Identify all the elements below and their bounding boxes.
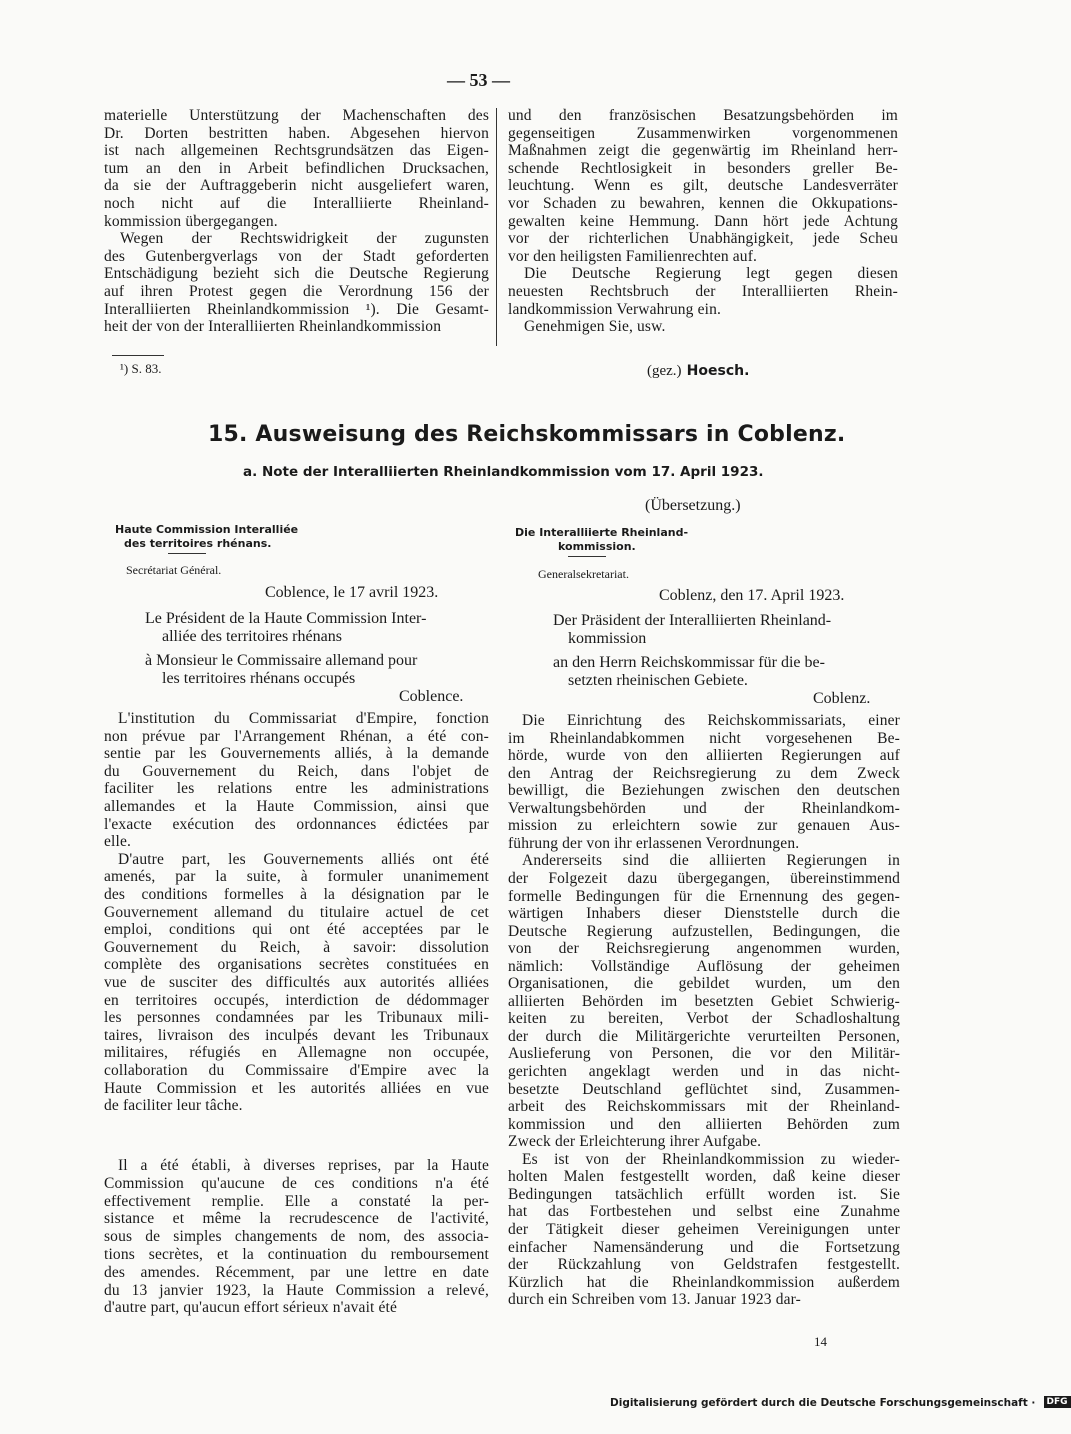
text-line: gegenseitigen Zusammenwirken vorgenommenen <box>508 124 898 142</box>
text-line: auf ihren Protest gegen die Verordnung 156 der <box>104 283 489 300</box>
de-secretariat: Generalsekretariat. <box>538 567 629 581</box>
text-line: en territoires occupés, interdiction de dédommager <box>104 991 489 1009</box>
fr-to-line1: à Monsieur le Commissaire allemand pour <box>145 652 418 669</box>
de-from-line2: kommission <box>568 630 647 647</box>
fr-dateline: Coblence, le 17 avril 1923. <box>265 584 439 601</box>
de-dateline: Coblenz, den 17. April 1923. <box>659 587 845 604</box>
translation-note: (Übersetzung.) <box>645 497 741 514</box>
text-line: der Rückzahlung von Geldstrafen festgestellt. <box>508 1256 900 1274</box>
text-line: kommission übergegangen. <box>104 212 278 230</box>
sheet-number: 14 <box>814 1334 827 1349</box>
text-line: L'institution du Commissariat d'Empire, fonction <box>118 710 489 727</box>
text-line: materielle Unterstützung der Machenschaften des <box>104 107 489 124</box>
text-line: arbeit des Reichskommissars mit der Rheinland- <box>508 1098 900 1116</box>
text-line: sentie par les Gouvernements alliés, à la demande <box>104 745 489 763</box>
section-subtitle: a. Note der Interalliierten Rheinlandkommission vom 17. April 1923. <box>243 464 764 480</box>
text-line: hat das Fortbestehen und selbst eine Zunahme <box>508 1203 900 1221</box>
de-to-line2: setzten rheinischen Gebiete. <box>568 672 748 689</box>
text-line: wärtigen Inhabers dieser Dienststelle durch die <box>508 905 900 923</box>
text-line: du 13 janvier 1923, la Haute Commission a relevé, <box>104 1281 489 1299</box>
text-line: schende Rechtlosigkeit in besonders greller Be- <box>508 159 898 177</box>
text-line: taires, livraison des inculpés devant les Tribunaux <box>104 1026 489 1044</box>
text-line: holten Malen festgestellt worden, daß keine dieser <box>508 1168 900 1186</box>
de-org-rule <box>568 556 606 557</box>
fr-secretariat: Secrétariat Général. <box>126 563 222 577</box>
footer <box>610 1391 1071 1410</box>
text-line: vor Schaden zu bewahren, kennen die Okkupations- <box>508 195 898 212</box>
text-line: vor den heiligsten Familienrechten auf. <box>508 247 758 265</box>
text-line: Organisationen, die gebildet wurden, um den <box>508 975 900 993</box>
text-line: emploi, conditions qui ont été acceptées par le <box>104 921 489 939</box>
text-line: Interalliierten Rheinlandkommission ¹). Die Gesamt- <box>104 300 489 318</box>
fr-org-line2: des territoires rhénans. <box>124 537 272 550</box>
de-org-line2: kommission. <box>558 540 636 553</box>
text-line: Maßnahmen zeigt die gegenwärtig im Rheinland herr- <box>508 142 898 160</box>
text-line: Auslieferung von Personen, die vor den Militär- <box>508 1045 900 1063</box>
text-line: heit der von der Interalliierten Rheinlandkommission <box>104 318 442 336</box>
signature-name: Hoesch. <box>686 363 750 379</box>
text-line: Gouvernement du Reich, à savoir: dissolution <box>104 938 489 956</box>
text-line: sistance et même la recrudescence de l'activité, <box>104 1210 489 1228</box>
text-line: Andererseits sind die alliierten Regierungen in <box>522 852 900 870</box>
text-line: Bedingungen tatsächlich erfüllt worden ist. Sie <box>508 1185 900 1203</box>
text-line: der Tätigkeit dieser geheimen Vereinigungen unter <box>508 1220 900 1238</box>
text-line: des conditions formelles à la désignation par le <box>104 886 489 903</box>
footer-text: Digitalisierung gefördert durch die Deutsche Forschungsgemeinschaft · <box>610 1397 1036 1409</box>
text-line: Wegen der Rechtswidrigkeit der zugunsten <box>120 230 489 248</box>
section-title: 15. Ausweisung des Reichskommissars in Coblenz. <box>208 422 846 447</box>
fr-place: Coblence. <box>399 688 464 705</box>
text-line: non prévue par l'Arrangement Rhénan, a été con- <box>104 727 489 745</box>
fr-to-line2: les territoires rhénans occupés <box>162 670 356 687</box>
de-from-line1: Der Präsident der Interalliierten Rheinland- <box>553 612 832 629</box>
text-line: kommission und den alliierten Behörden zum <box>508 1115 900 1133</box>
fr-org-line1: Haute Commission Interalliée <box>115 523 299 536</box>
text-line: nämlich: Vollständige Auflösung der geheimen <box>508 957 900 975</box>
text-line: faciliter les relations entre les administrations <box>104 780 489 798</box>
fr-body-2 <box>104 1157 489 1317</box>
text-line: vor der richterlichen Unabhängigkeit, jede Scheu <box>508 230 898 248</box>
text-line: Deutsche Regierung aufzustellen, Bedingungen, die <box>508 922 900 940</box>
text-line: besetzte Deutschland geflüchtet sind, Zusammen- <box>508 1080 900 1098</box>
text-line: Kürzlich hat die Rheinlandkommission außerdem <box>508 1273 900 1291</box>
text-line: da sie der Auftraggeberin nicht ausgeliefert waren, <box>104 177 489 195</box>
column-divider-top <box>496 108 497 346</box>
text-line: des amendes. Récemment, par une lettre en date <box>104 1263 489 1281</box>
text-line: im Rheinlandabkommen nicht vorgesehenen Be- <box>508 729 900 747</box>
text-line: Dr. Dorten bestritten haben. Abgesehen hiervon <box>104 124 489 142</box>
text-line: und den französischen Besatzungsbehörden im <box>508 107 898 124</box>
de-body <box>508 712 900 1318</box>
text-line: bewilligt, die Beziehungen zwischen den deutschen <box>508 782 900 800</box>
footnote-rule <box>112 355 164 356</box>
text-line: Zweck der Erleichterung ihrer Aufgabe. <box>508 1133 762 1151</box>
text-line: der durch die Militärgerichte verurteilten Personen, <box>508 1027 900 1045</box>
text-line: landkommission Verwahrung ein. <box>508 300 722 318</box>
page-number: — 53 — <box>447 70 510 90</box>
text-line: militaires, réfugiés en Allemagne non occupée, <box>104 1044 489 1062</box>
text-line: du Gouvernement du Reich, dans l'objet de <box>104 762 489 780</box>
de-to-line1: an den Herrn Reichskommissar für die be- <box>553 654 825 671</box>
de-org-line1: Die Interalliierte Rheinland- <box>515 526 689 539</box>
text-line: ist nach allgemeinen Rechtsgrundsätzen das Eigen- <box>104 142 489 160</box>
text-line: der Folgezeit dazu übergegangen, übereinstimmend <box>508 869 900 887</box>
text-line: l'exacte exécution des ordonnances édictées par <box>104 815 489 833</box>
text-line: amenés, par la suite, à formuler unanimement <box>104 868 489 886</box>
signature <box>647 360 749 380</box>
footnote: ¹) S. 83. <box>120 361 162 376</box>
text-line: leuchtung. Wenn es gilt, deutsche Landesverräter <box>508 177 898 195</box>
dfg-logo: DFG <box>1044 1396 1071 1408</box>
text-line: les personnes condamnées par les Tribunaux mili- <box>104 1009 489 1027</box>
text-line: elle. <box>104 833 131 851</box>
text-line: Es ist von der Rheinlandkommission zu wieder- <box>522 1150 900 1168</box>
text-line: gerichten angeklagt werden und in das nicht- <box>508 1063 900 1080</box>
text-line: Genehmigen Sie, usw. <box>524 318 666 336</box>
text-line: Haute Commission et les autorités alliées en vue <box>104 1079 489 1097</box>
text-line: Verwaltungsbehörden und der Rheinlandkom- <box>508 799 900 817</box>
text-line: mission zu erleichtern sowie zur genauen Aus- <box>508 817 900 835</box>
text-line: tum an den in Arbeit befindlichen Drucksachen, <box>104 159 489 177</box>
text-line: sous de simples changements de nom, des associa- <box>104 1228 489 1246</box>
text-line: einfacher Namensänderung und die Fortsetzung <box>508 1238 900 1256</box>
fr-from-line1: Le Président de la Haute Commission Inter- <box>145 610 427 627</box>
text-line: Gouvernement allemand du titulaire actuel de cet <box>104 903 489 921</box>
text-line: tions secrètes, et la continuation du remboursement <box>104 1246 489 1263</box>
text-line: noch nicht auf die Interalliierte Rheinland- <box>104 195 489 212</box>
text-line: neuesten Rechtsbruch der Interalliierten Rhein- <box>508 283 898 300</box>
text-line: effectivement remplie. Elle a constaté la per- <box>104 1192 489 1210</box>
text-line: Il a été établi, à diverses reprises, par la Haute <box>118 1157 489 1174</box>
de-place: Coblenz. <box>813 690 871 707</box>
text-line: hörde, wurde von den alliierten Regierungen auf <box>508 747 900 765</box>
text-line: führung der von ihr erlassenen Verordnungen. <box>508 834 800 852</box>
text-line: von der Reichsregierung angenommen wurden, <box>508 940 900 958</box>
text-line: Entschädigung bezieht sich die Deutsche Regierung <box>104 265 489 283</box>
text-line: formelle Bedingungen für die Ernennung des gegen- <box>508 887 900 905</box>
text-line: Die Einrichtung des Reichskommissariats, einer <box>522 712 900 729</box>
fr-from-line2: alliée des territoires rhénans <box>162 628 342 645</box>
text-line: d'autre part, qu'aucun effort sérieux n'avait été <box>104 1299 398 1317</box>
text-line: den Antrag der Reichsregierung zu dem Zweck <box>508 764 900 782</box>
text-line: Commission qu'aucune de ces conditions n'a été <box>104 1174 489 1192</box>
text-line: Die Deutsche Regierung legt gegen diesen <box>524 265 898 283</box>
text-line: keiten zu bereiten, Verbot der Schadloshaltung <box>508 1010 900 1028</box>
top-right-column <box>508 107 898 347</box>
text-line: collaboration du Commissaire d'Empire avec la <box>104 1062 489 1079</box>
text-line: gewalten keine Hemmung. Dann hört jede Achtung <box>508 212 898 230</box>
text-line: de faciliter leur tâche. <box>104 1097 243 1115</box>
text-line: complète des organisations secrètes constituées en <box>104 956 489 974</box>
text-line: D'autre part, les Gouvernements alliés ont été <box>118 850 489 868</box>
text-line: alliierten Behörden im besetzten Gebiet Schwierig- <box>508 992 900 1010</box>
signature-prefix: (gez.) <box>647 363 682 379</box>
text-line: des Gutenbergverlags von der Stadt geforderten <box>104 247 489 265</box>
top-left-column <box>104 107 489 347</box>
fr-org-rule <box>168 553 206 554</box>
text-line: allemandes et la Haute Commission, ainsi que <box>104 798 489 815</box>
text-line: vue de susciter des difficultés aux autorités alliées <box>104 974 489 991</box>
fr-body <box>104 710 489 1130</box>
text-line: durch ein Schreiben vom 13. Januar 1923 dar- <box>508 1291 801 1309</box>
